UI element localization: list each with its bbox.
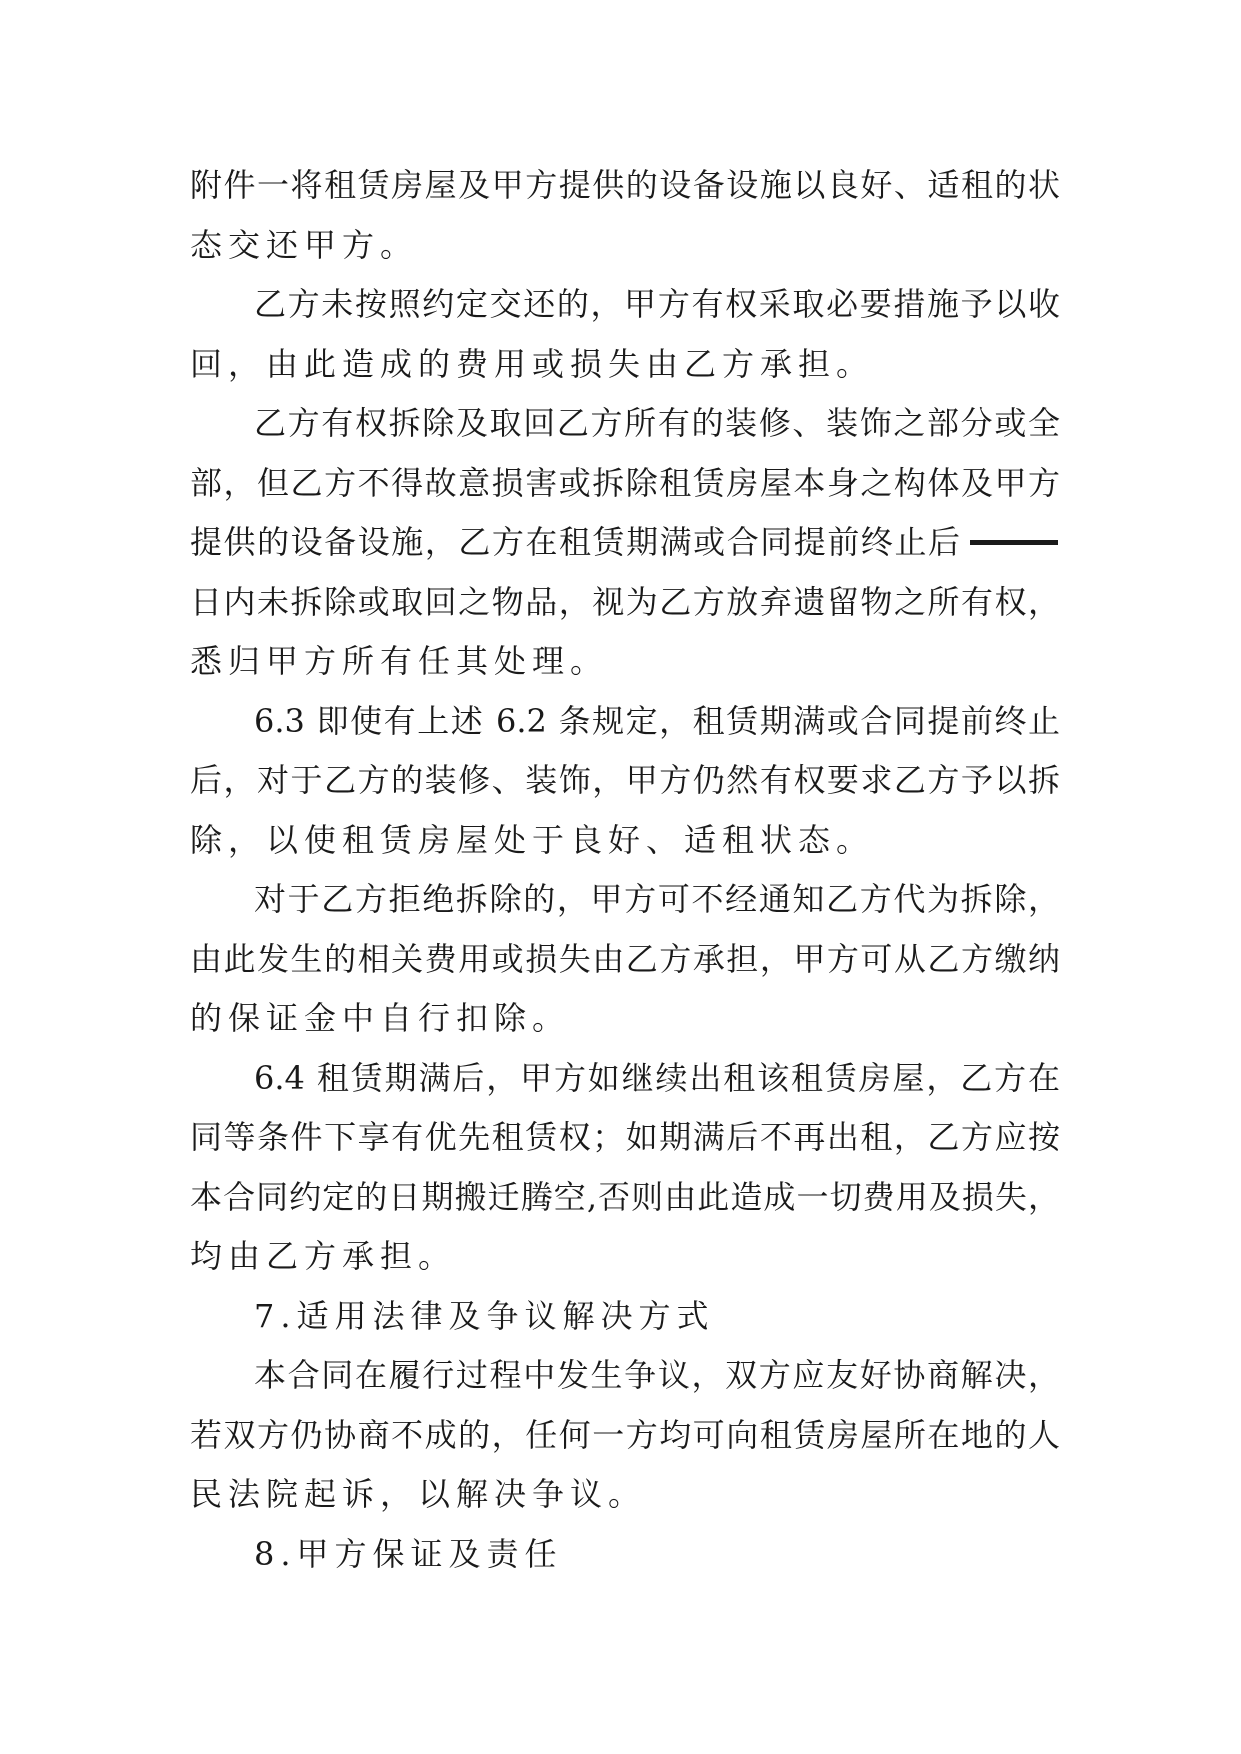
section-heading: 8.甲方保证及责任 [254, 1535, 563, 1573]
text-line: 本合同约定的日期搬迁腾空,否则由此造成一切费用及损失， [190, 1178, 1060, 1216]
text-line: 均由乙方承担。 [190, 1237, 457, 1275]
text-line: 同等条件下享有优先租赁权；如期满后不再出租，乙方应按 [190, 1118, 1060, 1156]
text-line: 本合同在履行过程中发生争议，双方应友好协商解决， [254, 1356, 1060, 1394]
text-line: 后，对于乙方的装修、装饰，甲方仍然有权要求乙方予以拆 [190, 761, 1060, 799]
text-line: 若双方仍协商不成的，任何一方均可向租赁房屋所在地的人 [190, 1416, 1060, 1454]
text-line: 民法院起诉，以解决争议。 [190, 1475, 647, 1513]
text-line: 日内未拆除或取回之物品，视为乙方放弃遗留物之所有权， [190, 583, 1060, 621]
text-line: 6.3 即使有上述 6.2 条规定，租赁期满或合同提前终止 [254, 702, 1060, 740]
text-line: 回，由此造成的费用或损失由乙方承担。 [190, 345, 875, 383]
text-line: 乙方有权拆除及取回乙方所有的装修、装饰之部分或全 [254, 404, 1060, 442]
section-heading: 7.适用法律及争议解决方式 [254, 1297, 715, 1335]
text-line: 除，以使租赁房屋处于良好、适租状态。 [190, 821, 875, 859]
text-line-with-blank [190, 512, 960, 572]
text-line: 由此发生的相关费用或损失由乙方承担，甲方可从乙方缴纳 [190, 940, 1060, 978]
text-line: 附件一将租赁房屋及甲方提供的设备设施以良好、适租的状 [190, 166, 1060, 204]
text-line: 乙方未按照约定交还的，甲方有权采取必要措施予以收 [254, 285, 1060, 323]
text-line: 态交还甲方。 [190, 226, 419, 264]
text-line: 部，但乙方不得故意损害或拆除租赁房屋本身之构体及甲方 [190, 464, 1060, 502]
text-line: 对于乙方拒绝拆除的，甲方可不经通知乙方代为拆除， [254, 880, 1060, 918]
text-segment: 提供的设备设施，乙方在租赁期满或合同提前终止后 [190, 523, 960, 561]
text-line: 6.4 租赁期满后，甲方如继续出租该租赁房屋，乙方在 [254, 1059, 1060, 1097]
text-line: 的保证金中自行扣除。 [190, 999, 571, 1037]
text-line: 悉归甲方所有任其处理。 [190, 642, 609, 680]
fill-in-blank [970, 540, 1058, 545]
